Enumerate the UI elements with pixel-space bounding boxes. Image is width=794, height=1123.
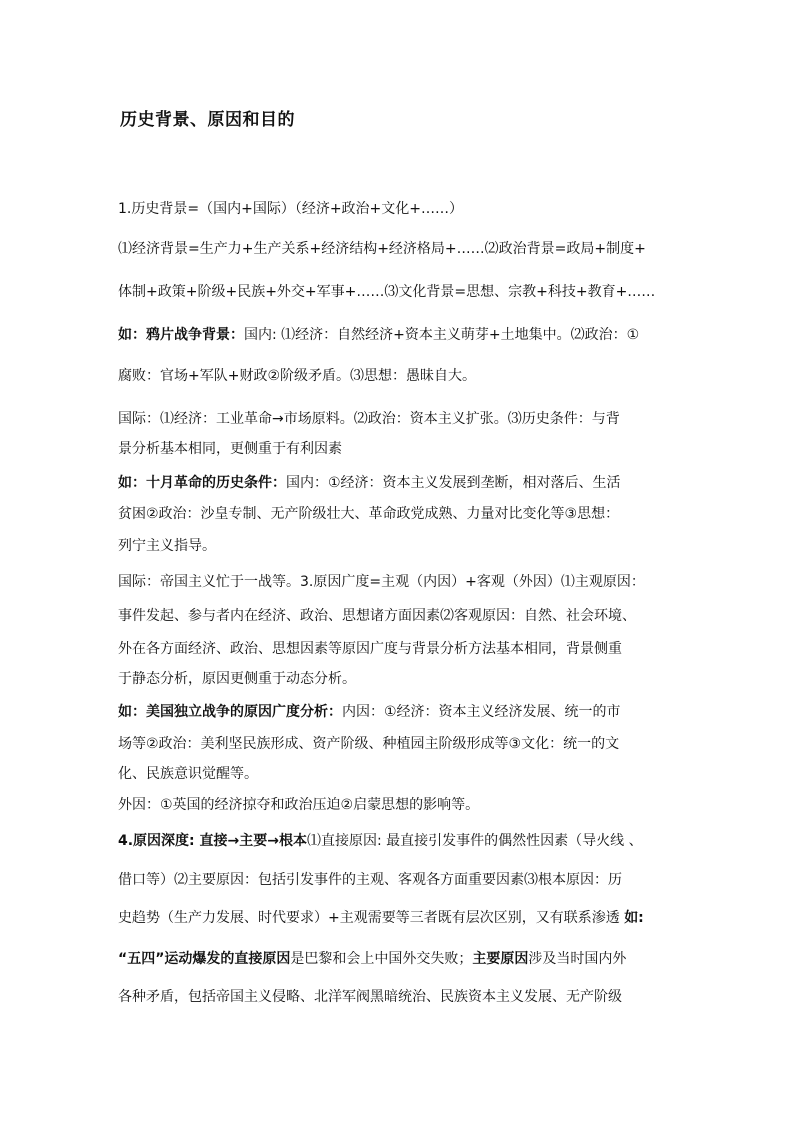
text: 外在各方面经济、政治、思想因素等原因广度与背景分析方法基本相同，背景侧重 (118, 641, 622, 657)
text: 场等②政治：美利坚民族形成、资产阶级、种植园主阶级形成等③文化：统一的文 (118, 736, 620, 752)
text: 是巴黎和会上中国外交失败； (290, 951, 473, 967)
text: 景分析基本相同，更侧重于有利因素 (118, 441, 342, 457)
text: 于静态分析，原因更侧重于动态分析。 (118, 671, 356, 687)
paragraph-line (118, 949, 626, 969)
paragraph-line (118, 536, 216, 556)
text: 贫困②政治：沙皇专制、无产阶级壮大、革命政党成熟、力量对比变化等③思想： (118, 506, 620, 522)
paragraph-line (118, 439, 342, 459)
text: 腐败：官场+军队+财政②阶级矛盾。⑶思想：愚昧自大。 (118, 368, 477, 384)
text: ⑴直接原因: 最直接引发事件的偶然性因素（导火线 、 (307, 833, 643, 849)
text: 化、民族意识觉醒等。 (118, 766, 258, 782)
text: 列宁主义指导。 (118, 538, 216, 554)
text: 国内：①经济：资本主义发展到垄断，相对落后、生活 (286, 475, 621, 491)
bold-text: “五四”运动爆发的直接原因 (118, 951, 291, 967)
text: 外因：①英国的经济掠夺和政治压迫②启蒙思想的影响等。 (118, 797, 480, 813)
text: ⑴经济背景=生产力+生产关系+经济结构+经济格局+……⑵政治背景=政局+制度+ (118, 241, 646, 257)
text: 涉及当时国内外 (528, 951, 627, 967)
paragraph-line (118, 409, 620, 429)
bold-heading: 如：美国独立战争的原因广度分析： (118, 704, 342, 720)
text: 国际：⑴经济：工业革命→市场原料。⑵政治：资本主义扩张。⑶历史条件：与背 (118, 411, 620, 427)
paragraph-line (118, 734, 619, 754)
text: 史趋势（生产力发展、时代要求）+主观需要等三者既有层次区别，又有联系渗透 (118, 910, 625, 926)
page-title: 历史背景、原因和目的 (120, 110, 295, 130)
paragraph-line (118, 366, 476, 386)
text: 国内: ⑴经济：自然经济+资本主义萌芽+土地集中。⑵政治：① (244, 327, 640, 343)
text: 借口等）⑵主要原因：包括引发事件的主观、客观各方面重要因素⑶根本原因：历 (118, 872, 622, 888)
paragraph-line (118, 987, 622, 1007)
paragraph-line (118, 473, 621, 493)
paragraph-line (118, 669, 356, 689)
paragraph-line (118, 795, 479, 815)
text: 体制+政策+阶级+民族+外交+军事+……⑶文化背景=思想、宗教+科技+教育+…… (118, 284, 656, 300)
paragraph-line (118, 764, 258, 784)
paragraph-line (118, 639, 622, 659)
paragraph-line (118, 702, 621, 722)
bold-text: 如: (624, 910, 644, 926)
paragraph-line (118, 606, 636, 626)
paragraph-line (118, 282, 655, 302)
paragraph-line (118, 504, 619, 524)
paragraph-line (118, 199, 463, 219)
paragraph-line (118, 831, 643, 851)
text: 事件发起、参与者内在经济、政治、思想诸方面因素⑵客观原因：自然、社会环境、 (118, 608, 636, 624)
bold-text: 主要原因 (472, 951, 529, 967)
paragraph-line (118, 572, 645, 592)
bold-heading: 如：十月革命的历史条件： (118, 475, 286, 491)
paragraph-line (118, 908, 644, 928)
text: 内因：①经济：资本主义经济发展、统一的市 (342, 704, 621, 720)
paragraph-line (118, 870, 622, 890)
bold-heading: 如：鸦片战争背景： (118, 327, 244, 343)
text: 1.历史背景=（国内+国际）（经济+政治+文化+……） (118, 201, 464, 217)
text: 国际：帝国主义忙于一战等。3.原因广度=主观（内因）+客观（外因）⑴主观原因： (118, 574, 645, 590)
text: 各种矛盾，包括帝国主义侵略、北洋军阀黑暗统治、民族资本主义发展、无产阶级 (118, 989, 622, 1005)
bold-heading: 4.原因深度: 直接→主要→根本 (118, 833, 307, 849)
paragraph-line (118, 325, 639, 345)
paragraph-line (118, 239, 646, 259)
